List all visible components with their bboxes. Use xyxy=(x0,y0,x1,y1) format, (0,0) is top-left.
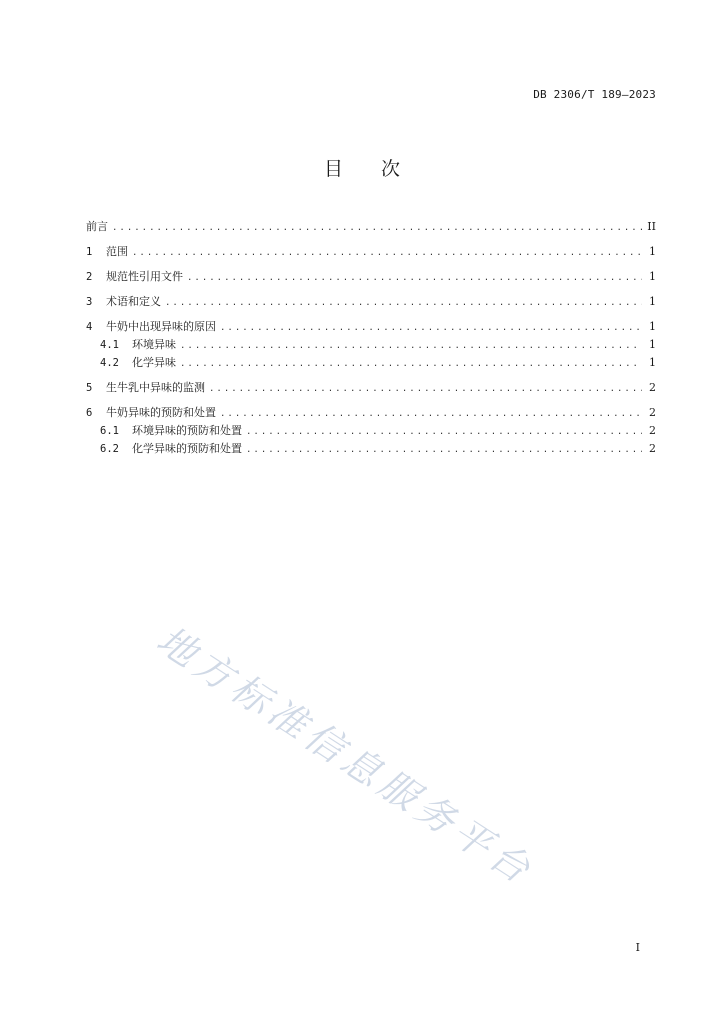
toc-entry-label: 术语和定义 xyxy=(106,295,161,308)
toc-entry-label: 前言 xyxy=(86,220,108,233)
document-code: DB 2306/T 189—2023 xyxy=(533,88,656,101)
toc-leader-dots xyxy=(180,339,642,354)
toc-entry-number: 6 xyxy=(86,407,93,419)
toc-entry-number: 5 xyxy=(86,382,93,394)
toc-entry-chemical-odor[interactable] xyxy=(86,355,656,370)
toc-entry-monitoring[interactable] xyxy=(86,380,656,395)
toc-entry-normative-references[interactable] xyxy=(86,269,656,284)
watermark: 地方标准信息服务平台 xyxy=(149,617,543,895)
toc-entry-page: 1 xyxy=(649,356,656,369)
toc-entry-chemical-prevention[interactable] xyxy=(86,441,656,456)
toc-leader-dots xyxy=(187,271,642,286)
toc-entry-environmental-prevention[interactable] xyxy=(86,423,656,438)
toc-entry-page: 1 xyxy=(649,320,656,333)
toc-entry-page: 1 xyxy=(649,270,656,283)
toc-leader-dots xyxy=(132,246,642,261)
toc-entry-page: 2 xyxy=(649,406,656,419)
toc-leader-dots xyxy=(112,221,642,236)
toc-entry-label: 牛奶异味的预防和处置 xyxy=(106,406,216,419)
toc-entry-number: 2 xyxy=(86,271,93,283)
toc-title: 目次 xyxy=(323,158,438,180)
toc-entry-prevention[interactable] xyxy=(86,405,656,420)
toc-entry-label: 化学异味的预防和处置 xyxy=(132,442,242,455)
toc-entry-page: 2 xyxy=(649,424,656,437)
toc-entry-label: 环境异味 xyxy=(132,338,176,351)
page-number: I xyxy=(635,941,640,954)
toc-leader-dots xyxy=(180,357,642,372)
toc-entry-label: 规范性引用文件 xyxy=(106,270,183,283)
toc-entry-page: II xyxy=(647,220,656,233)
toc-leader-dots xyxy=(220,321,642,336)
toc-entry-causes[interactable] xyxy=(86,319,656,334)
toc-leader-dots xyxy=(220,407,642,422)
toc-entry-terms-definitions[interactable] xyxy=(86,294,656,309)
toc-entry-number: 1 xyxy=(86,246,93,258)
toc-entry-page: 1 xyxy=(649,295,656,308)
toc-entry-environmental-odor[interactable] xyxy=(86,337,656,352)
toc-entry-page: 2 xyxy=(649,442,656,455)
toc-entry-label: 化学异味 xyxy=(132,356,176,369)
toc-entry-page: 1 xyxy=(649,338,656,351)
toc-entry-page: 1 xyxy=(649,245,656,258)
toc-entry-number: 6.2 xyxy=(100,443,119,455)
toc-entry-foreword[interactable] xyxy=(86,219,656,234)
toc-leader-dots xyxy=(246,443,642,458)
toc-entry-page: 2 xyxy=(649,381,656,394)
toc-entry-label: 生牛乳中异味的监测 xyxy=(106,381,205,394)
toc-entry-number: 4.1 xyxy=(100,339,119,351)
toc-entry-scope[interactable] xyxy=(86,244,656,259)
toc-leader-dots xyxy=(246,425,642,440)
toc-entry-number: 4 xyxy=(86,321,93,333)
toc-entry-label: 环境异味的预防和处置 xyxy=(132,424,242,437)
toc-entry-label: 牛奶中出现异味的原因 xyxy=(106,320,216,333)
toc-entry-number: 3 xyxy=(86,296,93,308)
toc-leader-dots xyxy=(209,382,642,397)
toc-entry-number: 6.1 xyxy=(100,425,119,437)
toc-entry-label: 范围 xyxy=(106,245,128,258)
toc-leader-dots xyxy=(165,296,642,311)
toc-entry-number: 4.2 xyxy=(100,357,119,369)
table-of-contents xyxy=(86,219,656,456)
